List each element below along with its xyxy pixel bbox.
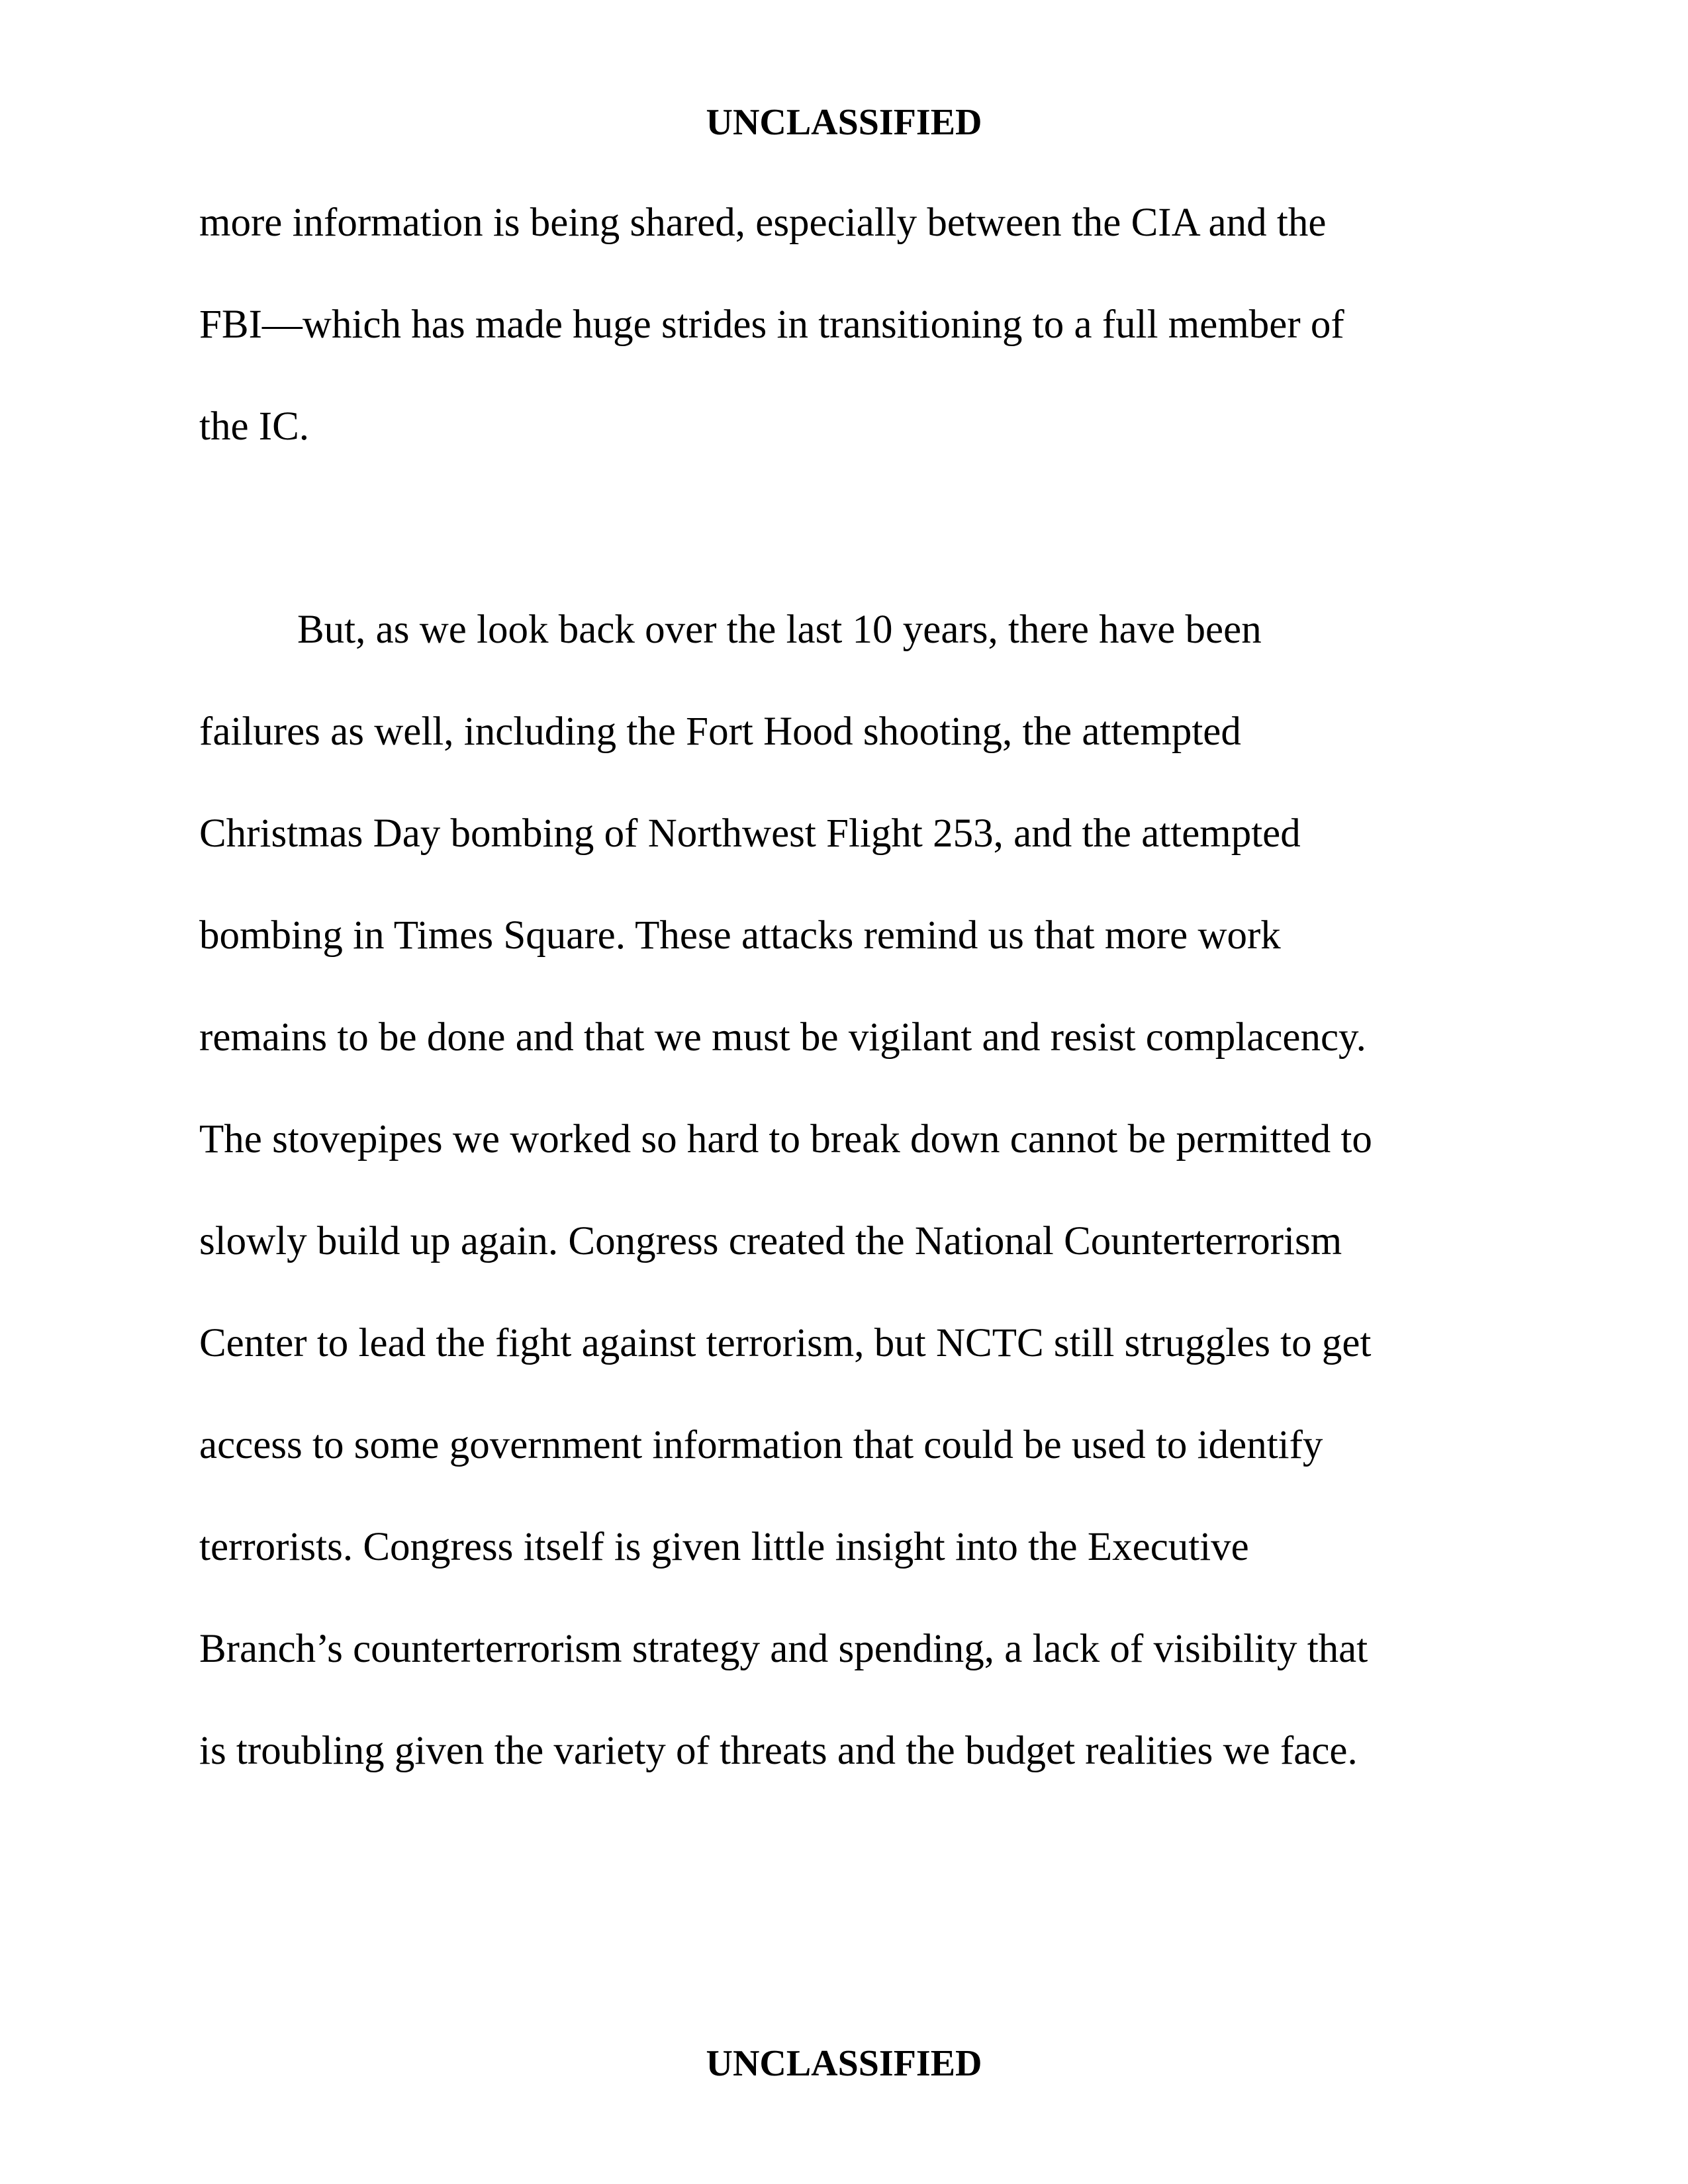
footer-classification: UNCLASSIFIED (706, 2043, 982, 2084)
text-line: terrorists. Congress itself is given little insight into the Executive (199, 1525, 1249, 1569)
text-line: access to some government information that could be used to identify (199, 1423, 1323, 1467)
text-line: FBI—which has made huge strides in transitioning to a full member of (199, 302, 1344, 347)
text-line: remains to be done and that we must be vigilant and resist complacency. (199, 1015, 1366, 1060)
text-line: Christmas Day bombing of Northwest Flight 253, and the attempted (199, 811, 1301, 856)
header-classification: UNCLASSIFIED (706, 102, 982, 143)
text-line: Center to lead the fight against terrorism, but NCTC still struggles to get (199, 1321, 1372, 1365)
text-line: failures as well, including the Fort Hood shooting, the attempted (199, 709, 1241, 754)
text-line: bombing in Times Square. These attacks remind us that more work (199, 913, 1281, 958)
text-line: the IC. (199, 404, 310, 449)
text-line: But, as we look back over the last 10 years, there have been (297, 608, 1262, 652)
text-line: is troubling given the variety of threats and the budget realities we face. (199, 1729, 1358, 1773)
text-line: The stovepipes we worked so hard to break down cannot be permitted to (199, 1117, 1372, 1161)
text-line: slowly build up again. Congress created the National Counterterrorism (199, 1219, 1342, 1263)
text-line: more information is being shared, especially between the CIA and the (199, 201, 1327, 245)
text-line: Branch’s counterterrorism strategy and spending, a lack of visibility that (199, 1627, 1368, 1671)
